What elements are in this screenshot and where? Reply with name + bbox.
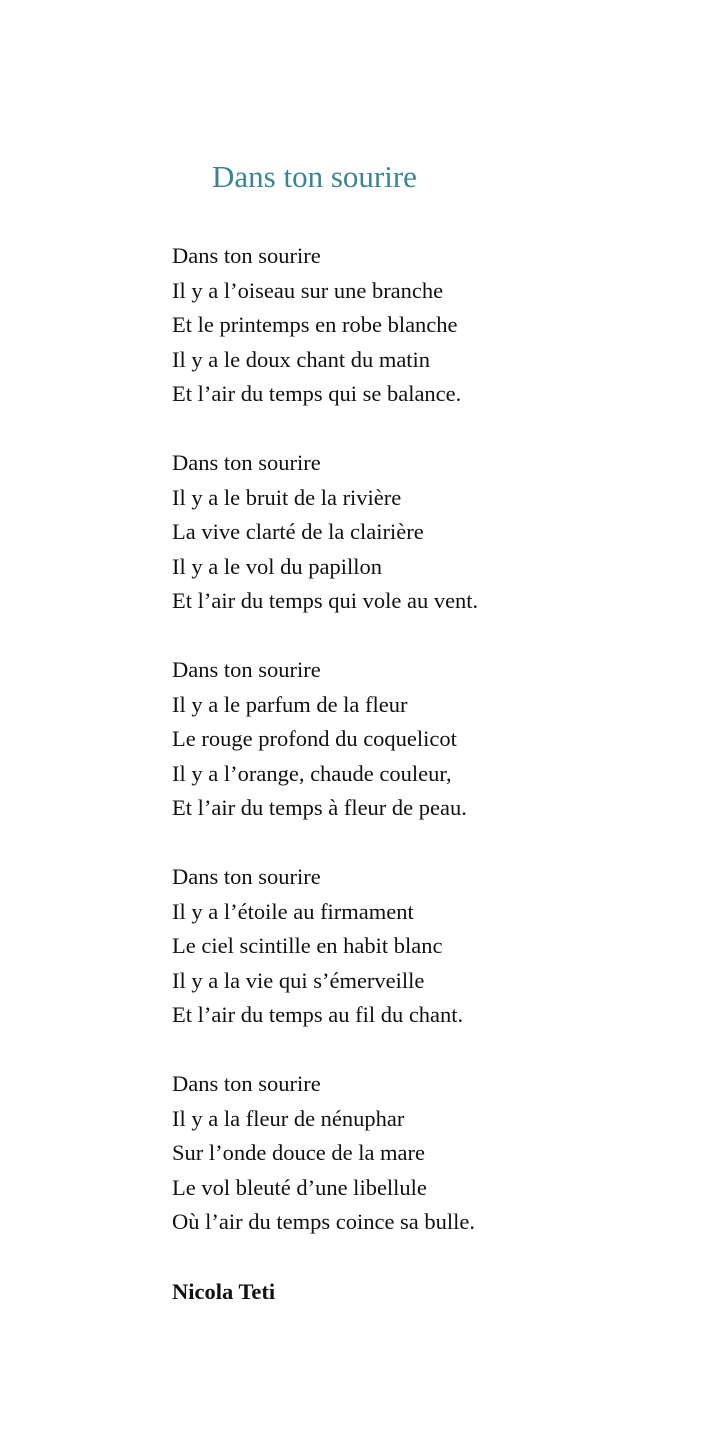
poem-line: Il y a la fleur de nénuphar [172, 1105, 405, 1131]
poem-line: Dans ton sourire [172, 243, 321, 268]
stanza-3 [172, 653, 672, 826]
poem-line: Il y a le doux chant du matin [172, 346, 431, 372]
poem-line: Le rouge profond du coquelicot [172, 726, 457, 751]
stanza-2 [172, 446, 672, 619]
poem-line: Il y a la vie qui s’émerveille [172, 967, 425, 993]
poem-line: Et le printemps en robe blanche [172, 312, 458, 337]
poem-line: Et l’air du temps qui vole au vent. [172, 588, 479, 613]
poem-line: Il y a l’étoile au firmament [172, 898, 414, 924]
poem-line: Où l’air du temps coince sa bulle. [172, 1209, 476, 1234]
poem-line: Et l’air du temps à fleur de peau. [172, 795, 467, 820]
poem-line: Il y a le parfum de la fleur [172, 691, 408, 717]
poem-line: La vive clarté de la clairière [172, 519, 424, 544]
poem-line: Sur l’onde douce de la mare [172, 1140, 426, 1165]
poem-line: Dans ton sourire [172, 1071, 321, 1096]
poem-body [172, 239, 672, 1240]
poem-line: Il y a l’oiseau sur une branche [172, 277, 444, 303]
stanza-4 [172, 860, 672, 1033]
stanza-5 [172, 1067, 672, 1240]
poem-line: Le ciel scintille en habit blanc [172, 933, 443, 958]
poem-line: Dans ton sourire [172, 864, 321, 889]
poem-line: Et l’air du temps au fil du chant. [172, 1002, 464, 1027]
poem-line: Il y a le bruit de la rivière [172, 484, 402, 510]
stanza-1 [172, 239, 672, 412]
poem-line: Dans ton sourire [172, 657, 321, 682]
poem-line: Et l’air du temps qui se balance. [172, 381, 462, 406]
author-name: Nicola Teti [172, 1279, 276, 1304]
poem-line: Le vol bleuté d’une libellule [172, 1174, 427, 1200]
poem-line: Il y a l’orange, chaude couleur, [172, 760, 452, 786]
poem-line: Il y a le vol du papillon [172, 553, 382, 579]
poem-line: Dans ton sourire [172, 450, 321, 475]
poem-title: Dans ton sourire [212, 159, 417, 194]
